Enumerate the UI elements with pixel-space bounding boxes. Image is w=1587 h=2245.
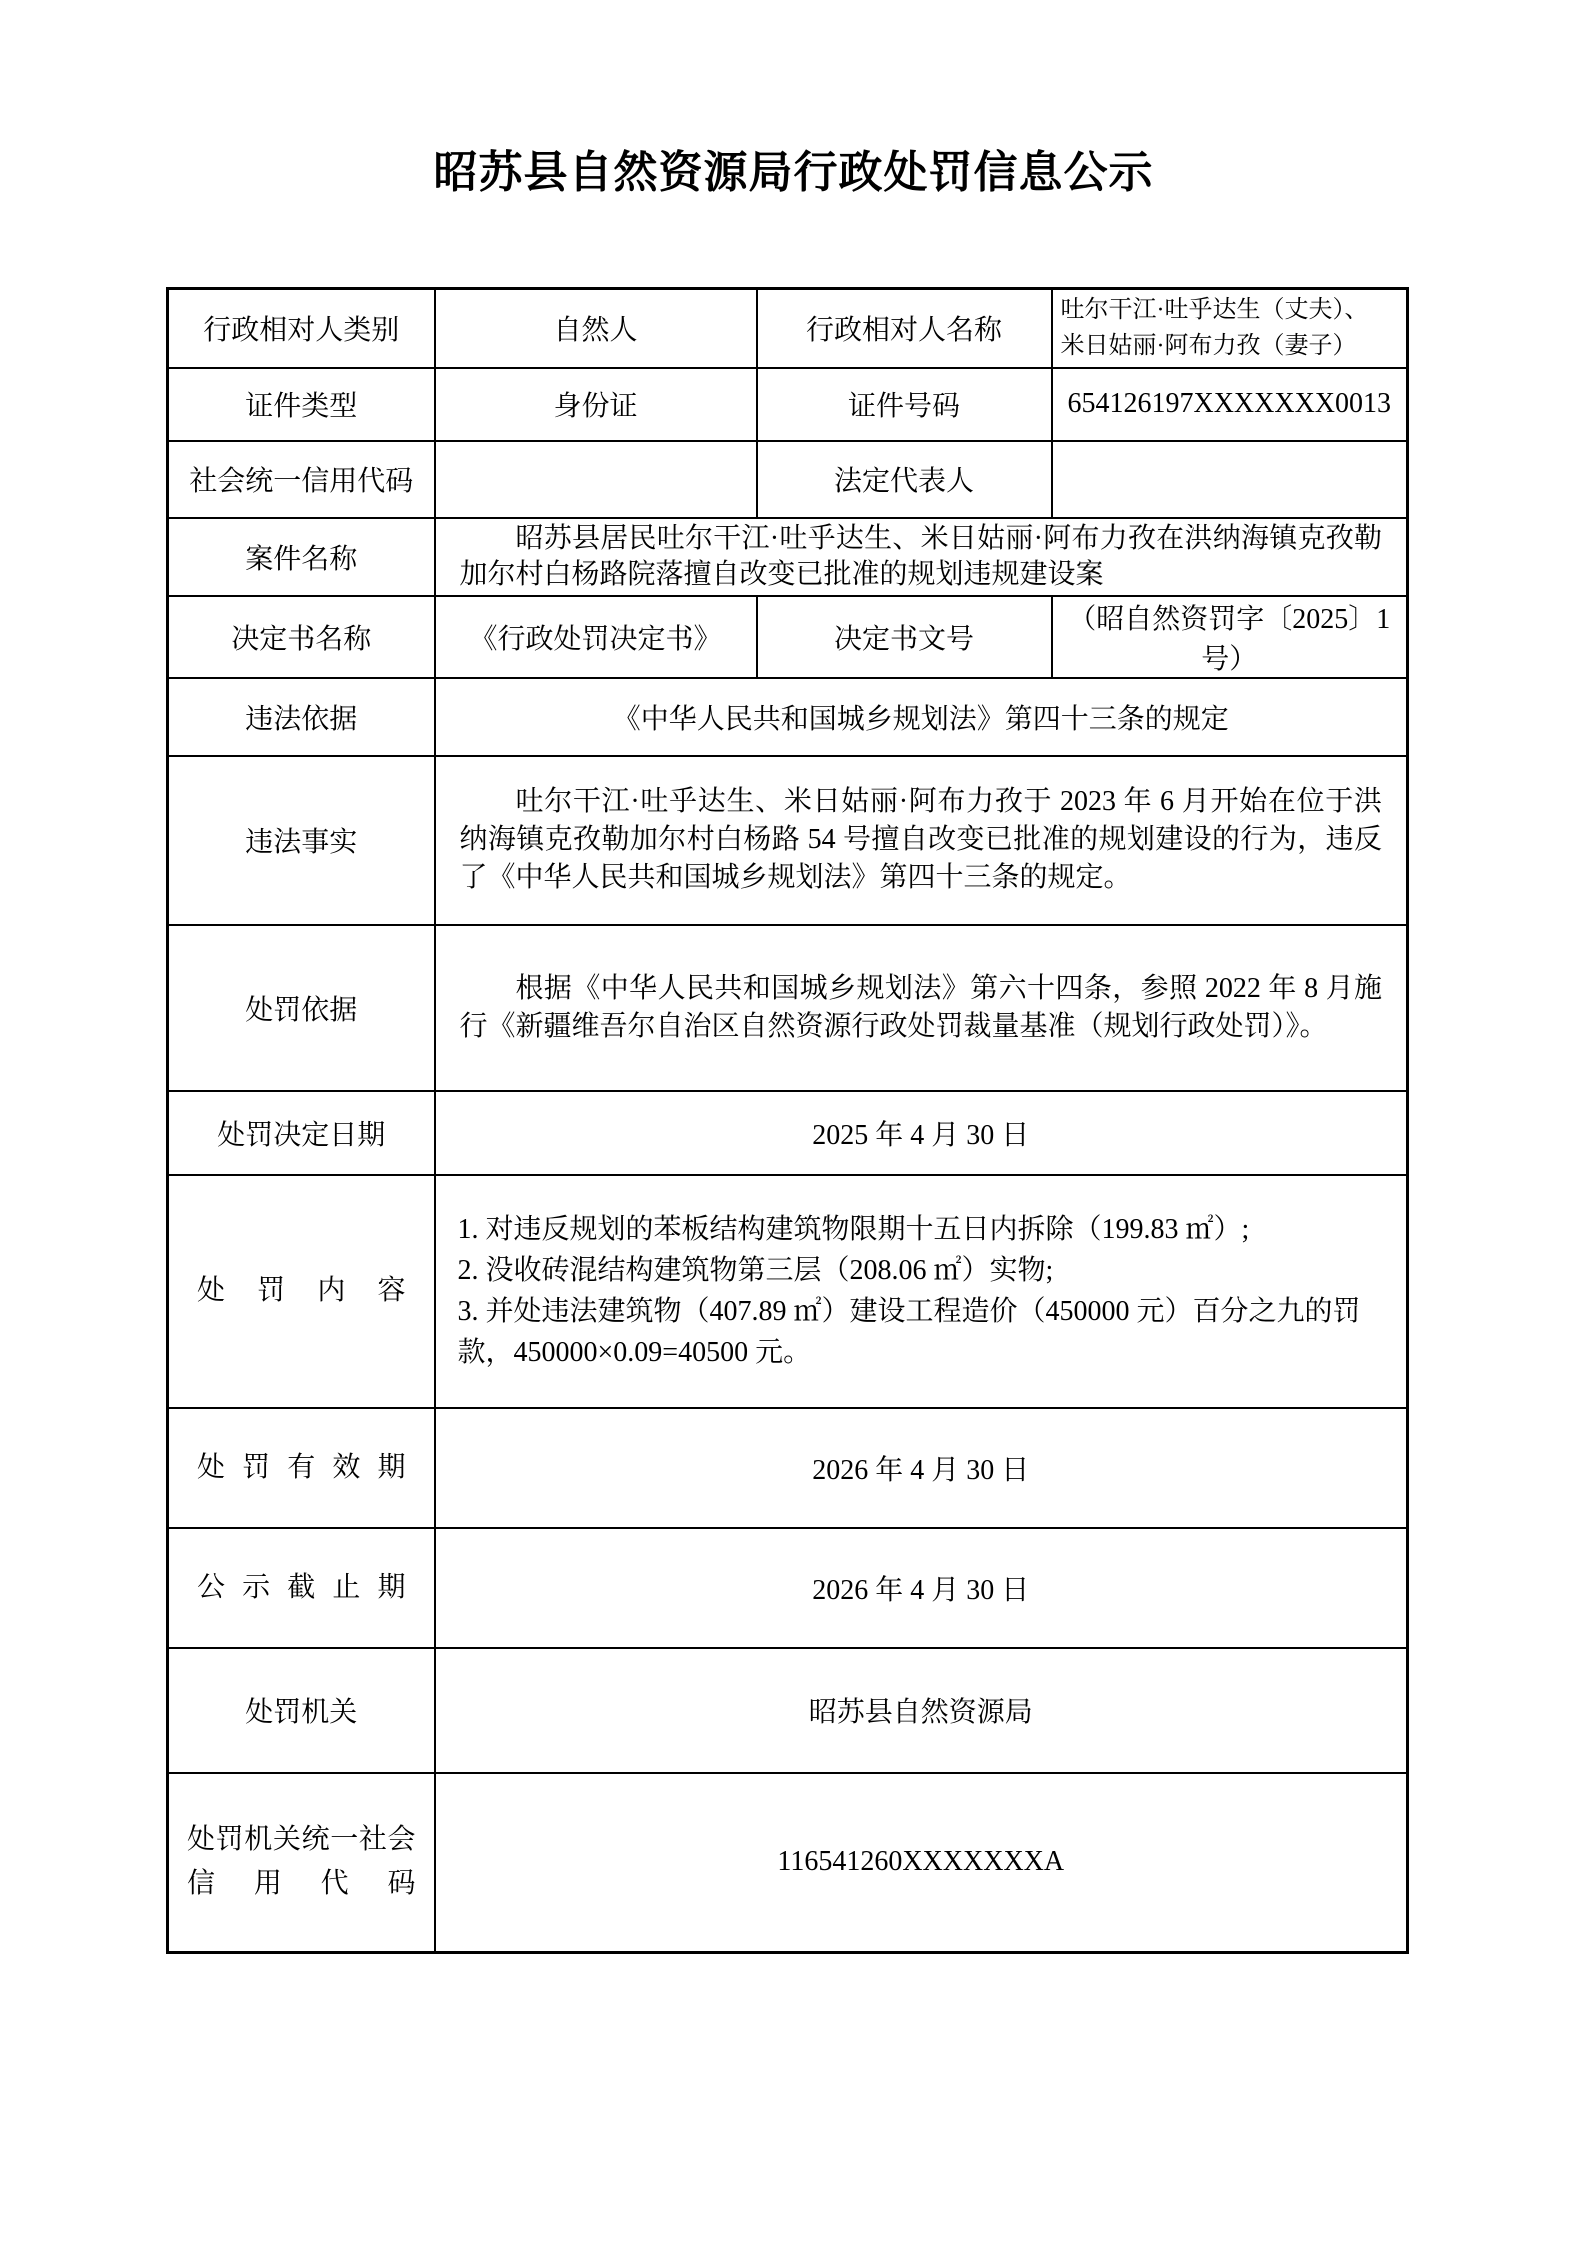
case-name-value: 昭苏县居民吐尔干江·吐乎达生、米日姑丽·阿布力孜在洪纳海镇克孜勒加尔村白杨路院落擅自改变已批准的规划违规建设案 (435, 518, 1408, 596)
table-row (168, 596, 1408, 678)
table-row (168, 518, 1408, 596)
legal-basis-label: 违法依据 (168, 678, 435, 756)
decision-name-value: 《行政处罚决定书》 (435, 596, 757, 678)
legal-rep-label: 法定代表人 (757, 441, 1052, 518)
table-row (168, 925, 1408, 1091)
uscc-label: 社会统一信用代码 (168, 441, 435, 518)
table-row (168, 1091, 1408, 1175)
legal-rep-value (1052, 441, 1408, 518)
penalty-validity-value: 2026 年 4 月 30 日 (435, 1408, 1408, 1528)
table-row (168, 1648, 1408, 1773)
decision-name-label: 决定书名称 (168, 596, 435, 678)
penalty-content-label: 处罚内容 (168, 1175, 435, 1408)
party-type-value: 自然人 (435, 289, 757, 368)
penalty-basis-value: 根据《中华人民共和国城乡规划法》第六十四条，参照 2022 年 8 月施行《新疆维吾尔自治区自然资源行政处罚裁量基准（规划行政处罚）》。 (435, 925, 1408, 1091)
penalty-content-item-1: 1. 对违反规划的苯板结构建筑物限期十五日内拆除（199.83 ㎡）; (457, 1214, 1250, 1245)
table-row (168, 441, 1408, 518)
party-name-label: 行政相对人名称 (757, 289, 1052, 368)
party-type-label: 行政相对人类别 (168, 289, 435, 368)
table-row (168, 1175, 1408, 1408)
table-row (168, 1528, 1408, 1648)
decision-no-label: 决定书文号 (757, 596, 1052, 678)
case-name-label: 案件名称 (168, 518, 435, 596)
decision-no-value: （昭自然资罚字〔2025〕1 号） (1052, 596, 1408, 678)
penalty-validity-label: 处罚有效期 (168, 1408, 435, 1528)
table-row (168, 368, 1408, 441)
authority-uscc-value: 116541260XXXXXXXA (435, 1773, 1408, 1953)
publicity-deadline-label: 公示截止期 (168, 1528, 435, 1648)
authority-uscc-label: 处罚机关统一社会信用代码 (168, 1773, 435, 1953)
table-row (168, 1408, 1408, 1528)
violation-facts-value: 吐尔干江·吐乎达生、米日姑丽·阿布力孜于 2023 年 6 月开始在位于洪纳海镇克孜勒加尔村白杨路 54 号擅自改变已批准的规划建设的行为，违反了《中华人民共和国城乡规划法》第四十三条的规定。 (435, 756, 1408, 925)
violation-facts-label: 违法事实 (168, 756, 435, 925)
penalty-date-label: 处罚决定日期 (168, 1091, 435, 1175)
legal-basis-value: 《中华人民共和国城乡规划法》第四十三条的规定 (435, 678, 1408, 756)
party-name-line2: 米日姑丽·阿布力孜（妻子） (1060, 333, 1357, 360)
penalty-authority-value: 昭苏县自然资源局 (435, 1648, 1408, 1773)
party-name-line1: 吐尔干江·吐乎达生（丈夫）、 (1060, 297, 1369, 324)
party-name-value (1052, 289, 1408, 368)
penalty-content-item-3: 3. 并处违法建筑物（407.89 ㎡）建设工程造价（450000 元）百分之九的罚款，450000×0.09=40500 元。 (457, 1296, 1361, 1368)
cert-type-label: 证件类型 (168, 368, 435, 441)
penalty-basis-label: 处罚依据 (168, 925, 435, 1091)
penalty-authority-label: 处罚机关 (168, 1648, 435, 1773)
cert-type-value: 身份证 (435, 368, 757, 441)
cert-no-label: 证件号码 (757, 368, 1052, 441)
uscc-value (435, 441, 757, 518)
table-row (168, 1773, 1408, 1953)
page-title: 昭苏县自然资源局行政处罚信息公示 (433, 148, 1154, 197)
penalty-content-value (435, 1175, 1408, 1408)
penalty-info-table (166, 287, 1409, 1954)
publicity-deadline-value: 2026 年 4 月 30 日 (435, 1528, 1408, 1648)
table-row (168, 756, 1408, 925)
table-row (168, 289, 1408, 368)
penalty-content-item-2: 2. 没收砖混结构建筑物第三层（208.06 ㎡）实物; (457, 1255, 1054, 1286)
table-row (168, 678, 1408, 756)
penalty-date-value: 2025 年 4 月 30 日 (435, 1091, 1408, 1175)
cert-no-value: 654126197XXXXXXX0013 (1052, 368, 1408, 441)
